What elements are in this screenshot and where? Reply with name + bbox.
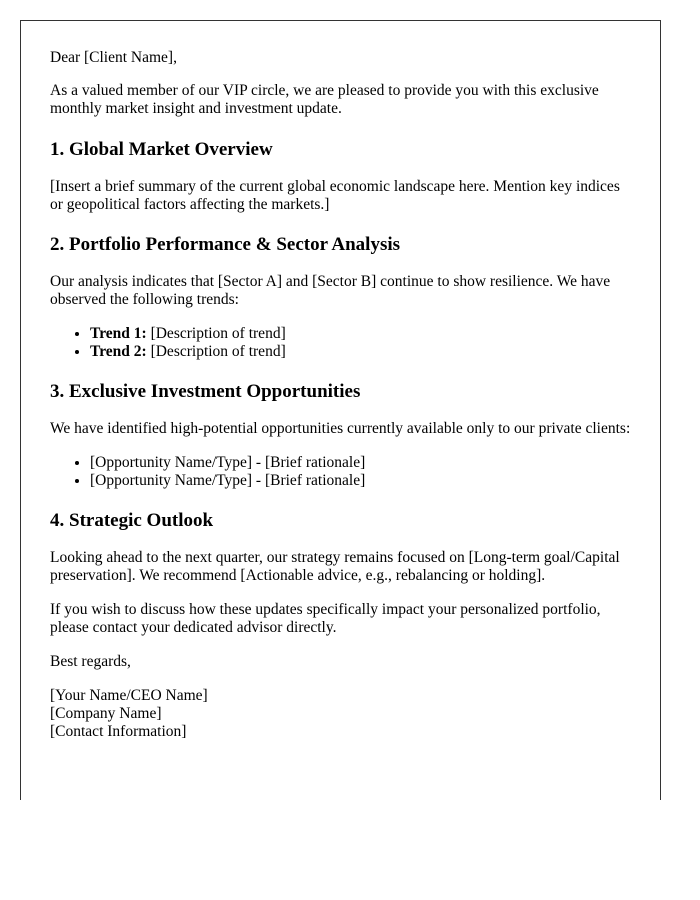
section-heading-market-overview: 1. Global Market Overview xyxy=(50,139,273,160)
sign-off: Best regards, xyxy=(50,653,131,670)
signature-name: [Your Name/CEO Name] xyxy=(50,687,208,704)
list-item xyxy=(90,325,631,343)
section-heading-investment-opportunities: 3. Exclusive Investment Opportunities xyxy=(50,381,361,402)
signature-block xyxy=(50,687,631,741)
section-body-portfolio-performance: Our analysis indicates that [Sector A] and [Sector B] continue to show resilience. We have observed the following trends: xyxy=(50,273,611,308)
section-body-strategic-outlook: Looking ahead to the next quarter, our strategy remains focused on [Long-term goal/Capital preservation]. We recommend [Actionable advice, e.g., rebalancing or holding]. xyxy=(50,549,620,584)
signature-company: [Company Name] xyxy=(50,705,162,722)
signature-contact: [Contact Information] xyxy=(50,723,187,740)
trend-description: [Description of trend] xyxy=(146,325,286,342)
list-item: • [Opportunity Name/Type] - [Brief rationale] xyxy=(90,472,631,490)
greeting: Dear [Client Name], xyxy=(50,49,177,66)
list-item xyxy=(90,343,631,361)
opportunity-list xyxy=(50,454,631,490)
trend-list xyxy=(50,325,631,361)
section-heading-strategic-outlook: 4. Strategic Outlook xyxy=(50,510,214,531)
trend-label: Trend 1: xyxy=(90,325,147,342)
closing-paragraph: If you wish to discuss how these updates specifically impact your personalized portfolio, please contact your dedicated advisor directly. xyxy=(50,601,601,636)
trend-description: [Description of trend] xyxy=(146,343,286,360)
trend-label: Trend 2: xyxy=(90,343,147,360)
list-item: • [Opportunity Name/Type] - [Brief rationale] xyxy=(90,454,631,472)
section-body-market-overview: [Insert a brief summary of the current global economic landscape here. Mention key indices or geopolitical factors affecting the markets.] xyxy=(50,178,620,213)
section-body-investment-opportunities: We have identified high-potential opportunities currently available only to our private clients: xyxy=(50,420,631,437)
intro-paragraph: As a valued member of our VIP circle, we are pleased to provide you with this exclusive monthly market insight and investment update. xyxy=(50,82,599,117)
section-heading-portfolio-performance: 2. Portfolio Performance & Sector Analysis xyxy=(50,234,401,255)
letter-document xyxy=(20,20,661,800)
